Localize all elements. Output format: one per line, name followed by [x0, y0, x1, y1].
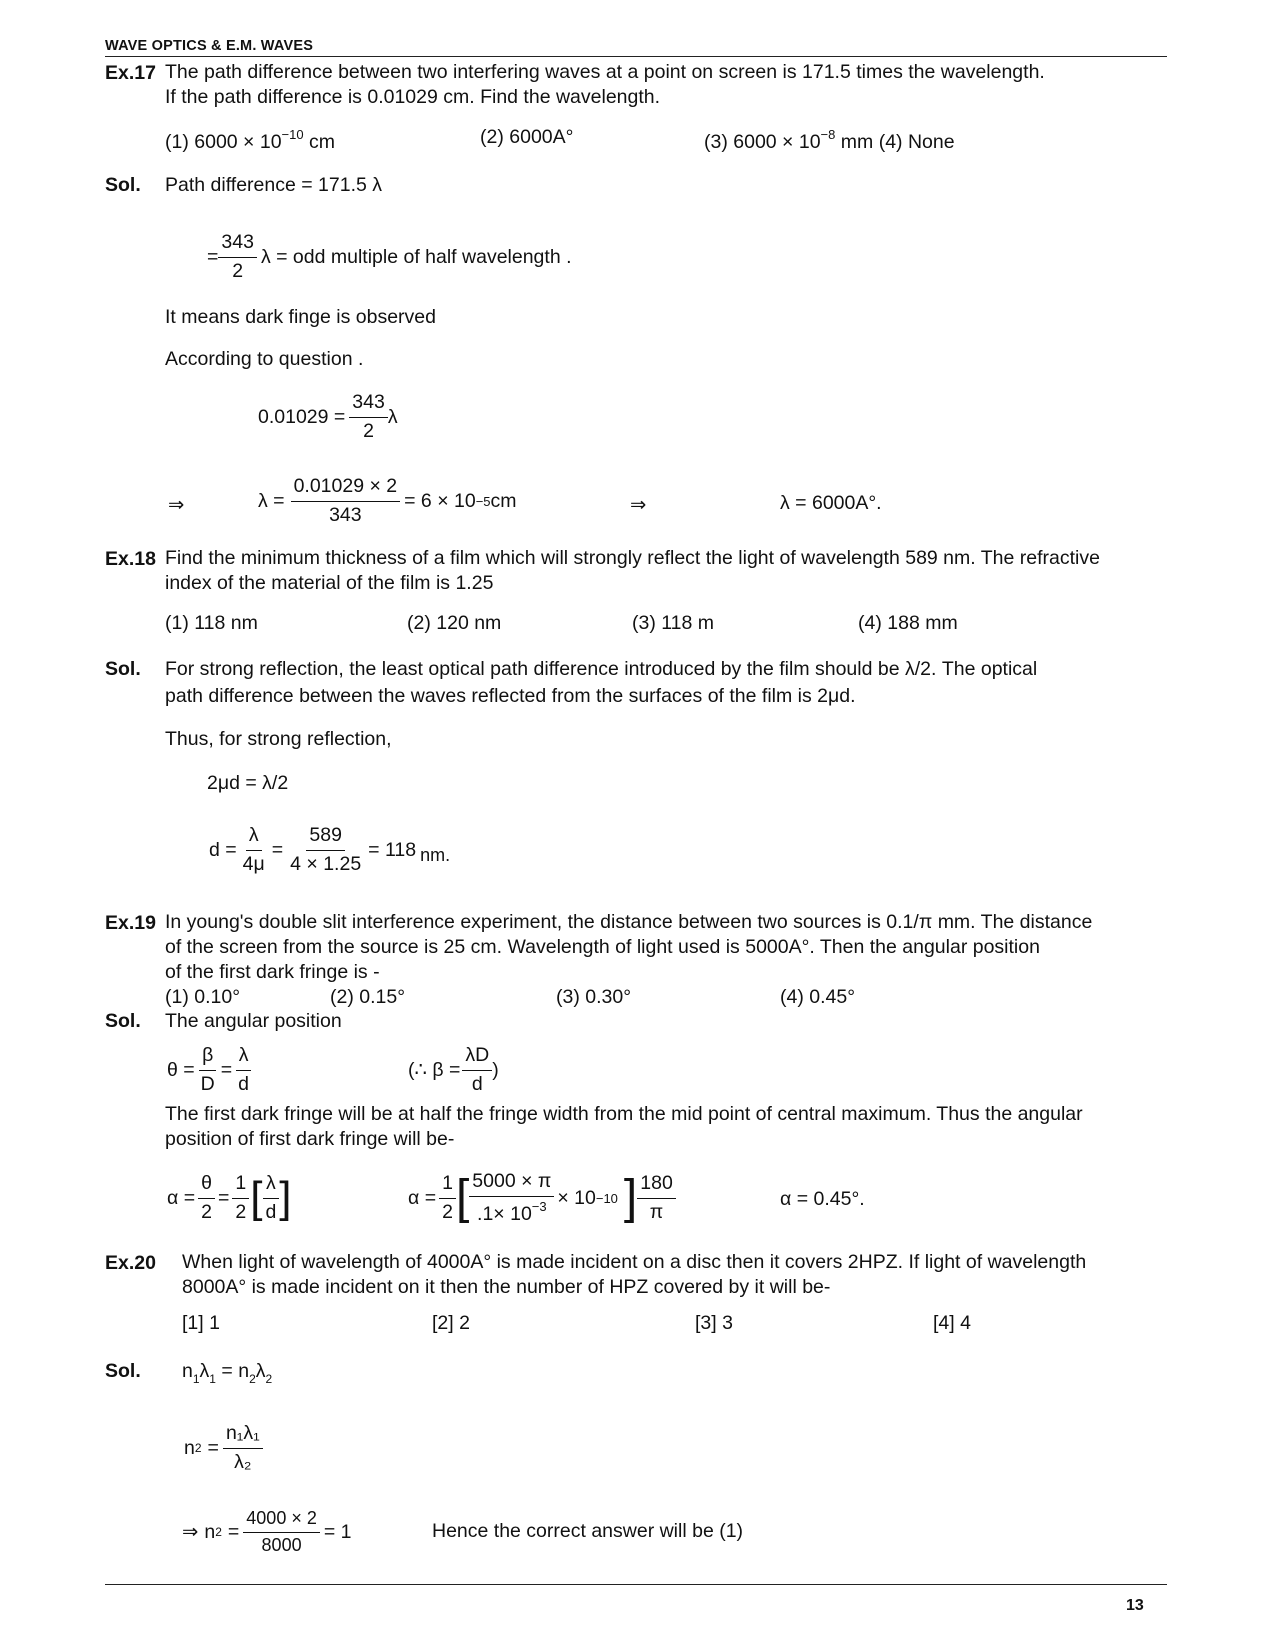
implies-arrow: ⇒: [168, 494, 185, 516]
ex18-option-1: (1) 118 nm: [165, 612, 258, 634]
ex20-eq1: $n_1\lambda_1 = n_2\lambda_2$: [182, 1360, 273, 1386]
ex18-solution: [165, 656, 1167, 710]
ex20-eq3: ⇒ n 2 = $\frac{4000 \times 2}{8000}$ = 1: [182, 1507, 352, 1555]
ex19-q-line1: In young's double slit interference experiment, the distance between two sources is 0.1/π mm. The distance: [165, 911, 1093, 933]
page-number: 13: [1126, 1597, 1144, 1614]
running-header: WAVE OPTICS & E.M. WAVES: [105, 38, 314, 54]
ex17-fraction-343-2: = $\frac{343}{2}$ λ = odd multiple of half wavelength .: [207, 231, 572, 282]
ex19-question: [165, 910, 1167, 985]
ex20-q-line2: 8000A° is made incident on it then the number of HPZ covered by it will be-: [182, 1276, 831, 1298]
ex20-sol-label: Sol.: [105, 1360, 141, 1382]
ex18-q-line1: Find the minimum thickness of a film which will strongly reflect the light of wavelength 589 nm. The refractive: [165, 547, 1100, 569]
ex20-question: [182, 1250, 1167, 1300]
footer-rule: [105, 1584, 1167, 1585]
ex20-eq2: n 2 = $\frac{\text{n₁λ₁}}{\text{λ₂}}$: [184, 1418, 263, 1478]
ex20-option-1: [1] 1: [182, 1312, 220, 1334]
ex20-option-2: [2] 2: [432, 1312, 470, 1334]
ex20-option-4: [4] 4: [933, 1312, 971, 1334]
ex19-beta-equation: (∴ β = $\frac{\lambda D}{d}$ ): [408, 1044, 499, 1095]
ex19-sol-label: Sol.: [105, 1010, 141, 1032]
ex19-result: α = 0.45°.: [780, 1188, 865, 1210]
ex19-label: Ex.19: [105, 912, 156, 934]
ex19-q-line3: of the first dark fringe is -: [165, 961, 380, 983]
ex17-label: Ex.17: [105, 62, 156, 84]
ex19-explanation: [165, 1102, 1167, 1152]
ex19-text-line1: The first dark fringe will be at half the fringe width from the mid point of central maximum. Thus the angular: [165, 1103, 1083, 1125]
ex19-text-line2: position of first dark fringe will be-: [165, 1128, 455, 1150]
ex17-q-line2: If the path difference is 0.01029 cm. Find the wavelength.: [165, 86, 661, 108]
ex18-sol-label: Sol.: [105, 658, 141, 680]
ex19-theta-equation: θ = $\frac{\beta}{D}$ = $\frac{\lambda}{d}$: [167, 1042, 252, 1098]
implies-arrow: ⇒: [630, 494, 647, 516]
ex17-q-line1: The path difference between two interfering waves at a point on screen is 171.5 times the wavelength.: [165, 61, 1045, 83]
ex18-option-3: (3) 118 m: [632, 612, 714, 634]
ex18-sol-line2: path difference between the waves reflected from the surfaces of the film is 2μd.: [165, 685, 856, 707]
ex17-option-1: (1) $6000 \times 10^{-10}$ cm: [165, 127, 336, 153]
ex19-option-4: (4) 0.45°: [780, 986, 856, 1008]
ex17-result: λ = 6000A°.: [780, 492, 882, 514]
ex20-q-line1: When light of wavelength of 4000A° is made incident on a disc then it covers 2HPZ. If light of wavelength: [182, 1251, 1087, 1273]
ex18-thus: Thus, for strong reflection,: [165, 728, 392, 750]
ex17-option-3-4: (3) $6000 \times 10^{-8}$ mm (4) None: [704, 127, 955, 153]
ex18-label: Ex.18: [105, 548, 156, 570]
ex17-according-text: According to question .: [165, 348, 364, 370]
ex17-sol-line1: Path difference = 171.5 λ: [165, 174, 383, 196]
ex17-option-2: (2) 6000A°: [480, 126, 574, 148]
ex19-q-line2: of the screen from the source is 25 cm. Wavelength of light used is 5000A°. Then the angular position: [165, 936, 1040, 958]
ex19-option-3: (3) 0.30°: [556, 986, 632, 1008]
ex18-eq1: 2μd = λ/2: [207, 772, 289, 794]
ex17-equation-2: 0.01029 = $\frac{343}{2}$ λ: [258, 391, 398, 442]
ex17-equation-3: λ = $\frac{0.01029 \times 2}{343}$ = 6 × 10 −5 cm: [258, 475, 517, 526]
header-rule: [105, 56, 1167, 57]
ex20-option-3: [3] 3: [695, 1312, 733, 1334]
ex19-sol-line1: The angular position: [165, 1010, 342, 1032]
fraction: $\frac{343}{2}$: [218, 232, 257, 282]
ex20-answer: Hence the correct answer will be (1): [432, 1520, 744, 1542]
ex18-option-2: (2) 120 nm: [407, 612, 502, 634]
ex19-option-2: (2) 0.15°: [330, 986, 406, 1008]
ex18-q-line2: index of the material of the film is 1.25: [165, 572, 494, 594]
ex18-option-4: (4) 188 mm: [858, 612, 958, 634]
ex19-option-1: (1) 0.10°: [165, 986, 241, 1008]
ex18-question: [165, 546, 1167, 596]
ex18-sol-line1: For strong reflection, the least optical path difference introduced by the film should be λ/2. The optical: [165, 658, 1038, 680]
ex19-alpha-equation-2: α = $\frac{1}{2}$ [ $\frac{5000 \times \pi}{.1\times 10^{-3}}$ × 10 −10 ] 180 π: [408, 1166, 676, 1230]
ex19-alpha-equation-1: α = $\frac{\theta}{2}$ = $\frac{1}{2}$ [ λ d ]: [167, 1172, 292, 1223]
ex20-label: Ex.20: [105, 1252, 156, 1274]
ex17-sol-label: Sol.: [105, 174, 141, 196]
ex17-question: [165, 60, 1167, 110]
ex17-dark-fringe-text: It means dark finge is observed: [165, 306, 436, 328]
ex18-eq2: d = $\frac{\lambda}{4\mu}$ = $\frac{589}{4 \times 1.25}$ = 118 nm.: [209, 824, 451, 875]
